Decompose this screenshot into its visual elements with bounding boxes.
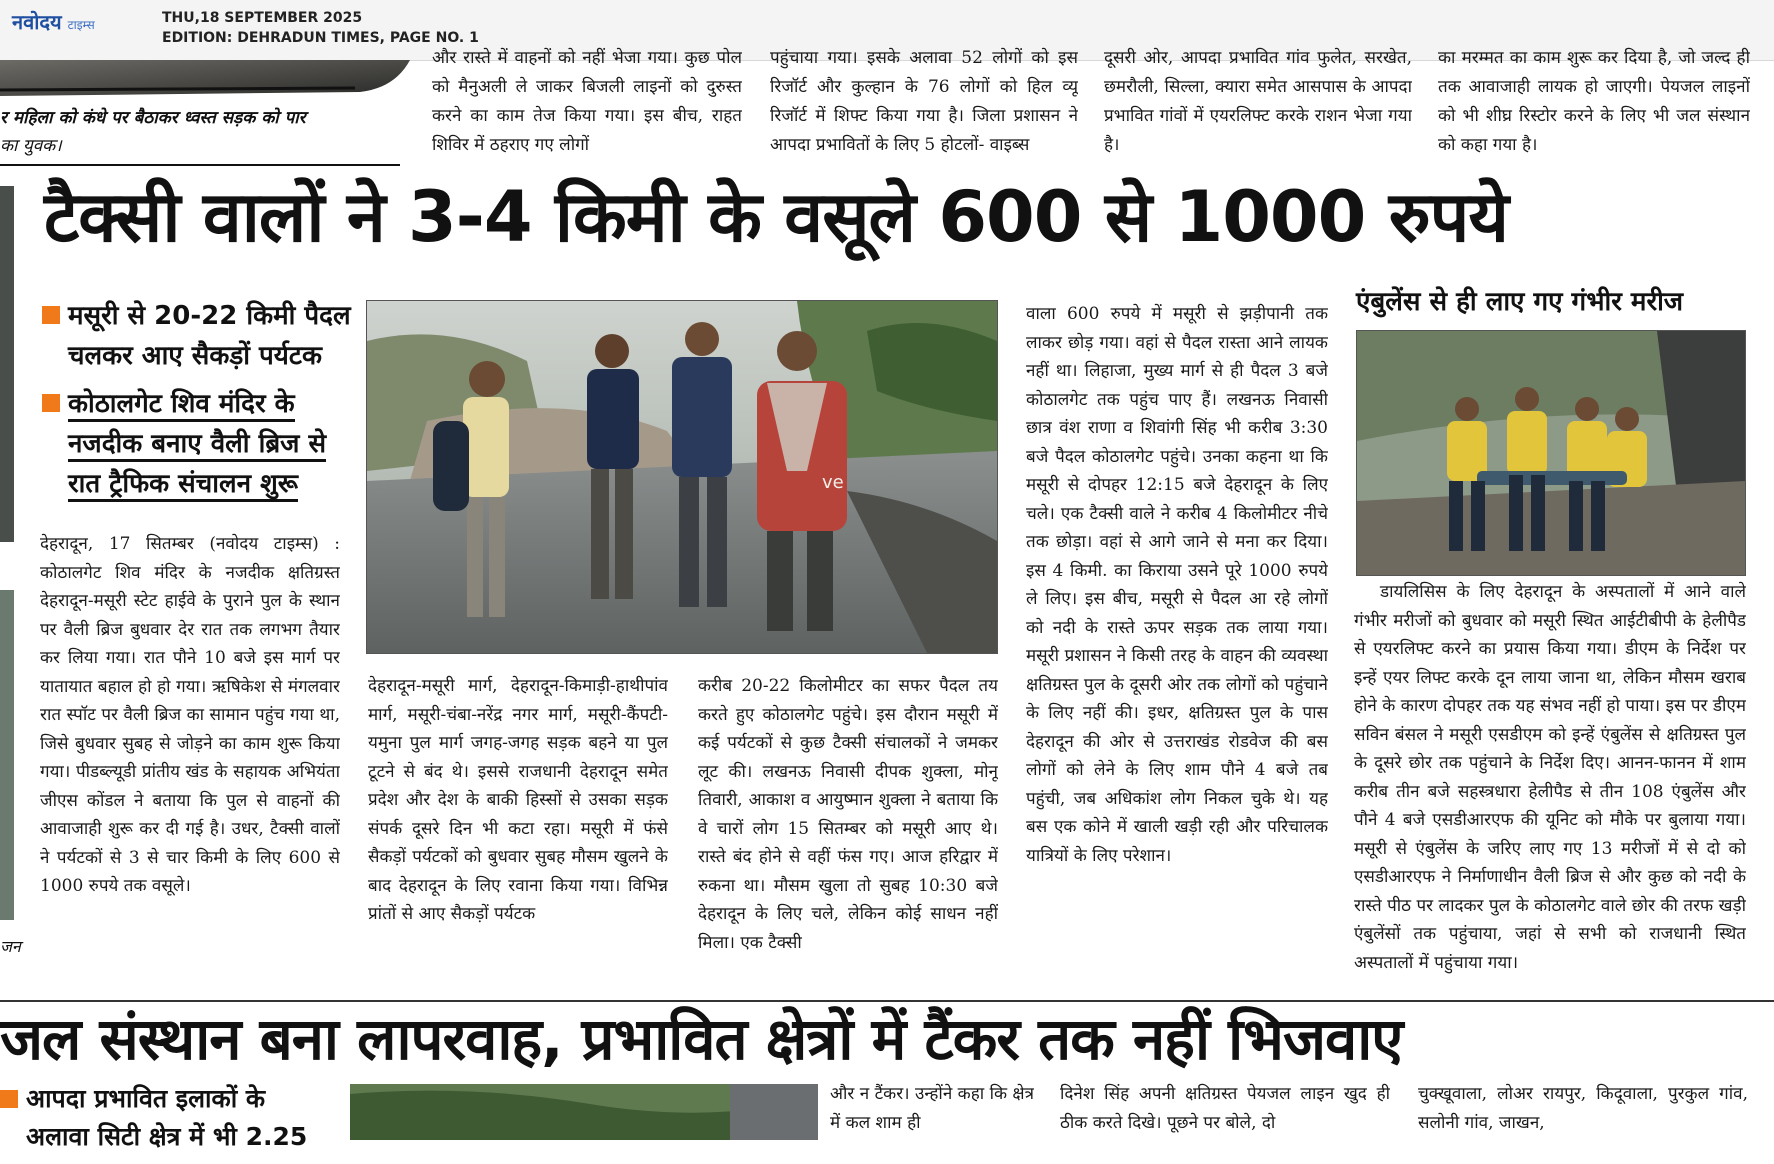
main-column-1: देहरादून, 17 सितम्बर (नवोदय टाइम्स) : कोठालगेट शिव मंदिर के नजदीक क्षतिग्रस्त देहरादून-मसूरी स्टेट हाईवे के पुराने पुल के स्थान पर वैली ब्रिज बुधवार देर रात तक लगभग तैयार कर लिया गया। रात पौने 10 बजे इस मार्ग पर यातायात बहाल हो हो गया। ऋषिकेश से मंगलवार रात स्पॉट पर वैली ब्रिज का सामान पहुंच गया था, जिसे बुधवार सुबह से जोड़ने का काम शुरू किया गया। पीडब्ल्यूडी प्रांतीय खंड के सहायक अभियंता जीएस कोंडल ने बताया कि पुल से वाहनों की आवाजाही शुरू कर दी गई है। उधर, टैक्सी वालों ने पर्यटकों से 3 से चार किमी के लिए 600 से 1000 रुपये तक वसूले।: [40, 534, 340, 896]
top-caption-line1: र महिला को कंधे पर बैठाकर ध्वस्त सड़क को पार: [0, 108, 306, 128]
top-column-2: पहुंचाया गया। इसके अलावा 52 लोगों को इस रिजॉर्ट और कुल्हान के 76 लोगों को हिल व्यू रिजॉर्ट में शिफ्ट किया गया है। जिला प्रशासन ने आपदा प्रभावितों के लिए 5 होटलों- वाइब्स: [770, 48, 1078, 155]
main-bullets: [42, 296, 352, 512]
logo-main: नवोदय: [12, 10, 62, 34]
edition-date: THU,18 SEPTEMBER 2025: [162, 10, 363, 26]
bullet-2: [42, 384, 352, 504]
rule-top-left: [0, 164, 400, 166]
bottom-bullet-text: आपदा प्रभावित इलाकों के अलावा सिटी क्षेत्र में भी 2.25: [26, 1084, 308, 1151]
main-headline: टैक्सी वालों ने 3-4 किमी के वसूले 600 से 1000 रुपये: [44, 176, 1508, 258]
main-photo[interactable]: [366, 300, 998, 654]
bottom-column-2: दिनेश सिंह अपनी क्षतिग्रस्त पेयजल लाइन खुद ही ठीक करते दिखे। पूछने पर बोले, दो: [1060, 1084, 1390, 1133]
top-column-4: का मरम्मत का काम शुरू कर दिया है, जो जल्द ही तक आवाजाही लायक हो जाएगी। पेयजल लाइनों को भी शीघ्र रिस्टोर करने के लिए भी जल संस्थान को कहा गया है।: [1438, 48, 1750, 155]
side-headline: एंबुलेंस से ही लाए गए गंभीर मरीज: [1356, 287, 1684, 317]
bottom-photo[interactable]: [350, 1084, 818, 1140]
bottom-bullet-1: [0, 1080, 330, 1156]
top-photo-caption: [0, 104, 410, 160]
side-photo-illustration: [1357, 331, 1745, 575]
bottom-column-1: और न टैंकर। उन्होंने कहा कि क्षेत्र में कल शाम ही: [830, 1084, 1034, 1133]
left-edge-photo-2: [0, 590, 14, 920]
top-photo-remnant: [0, 60, 420, 98]
main-column-4: वाला 600 रुपये में मसूरी से झड़ीपानी तक लाकर छोड़ गया। वहां से पैदल रास्ता आने लायक नहीं था। लिहाजा, मुख्य मार्ग से ही पैदल 3 बजे कोठालगेट तक पहुंच पाए हैं। लखनऊ निवासी छात्र वंश राणा व शिवांगी सिंह भी करीब 3:30 बजे पैदल कोठालगेट पहुंचे। उनका कहना था कि मसूरी से दोपहर 12:15 बजे देहरादून के लिए चले। एक टैक्सी वाले ने करीब 4 किलोमीटर नीचे तक छोड़ा। वहां से आगे जाने से मना कर दिया। इस 4 किमी. का किराया उसने पूरे 1000 रुपये ले लिए। इस बीच, मसूरी से पैदल आ रहे लोगों को नदी के रास्ते ऊपर सड़क तक लाया गया। मसूरी प्रशासन ने किसी तरह के वाहन की व्यवस्था क्षतिग्रस्त पुल के दूसरी ओर तक लोगों को पहुंचाने के लिए नहीं की। इधर, क्षतिग्रस्त पुल के पास देहरादून की ओर से उत्तराखंड रोडवेज की बस लोगों को लेने के लिए शाम पौने 4 बजे तब पहुंची, जब अधिकांश लोग निकल चुके थे। यह बस एक कोने में खाली खड़ी रही और परिचालक यात्रियों के लिए परेशान।: [1026, 304, 1328, 866]
bullet-square-icon: [42, 394, 60, 412]
newspaper-logo[interactable]: [12, 8, 95, 35]
main-photo-illustration: [367, 301, 997, 653]
bottom-bullets: [0, 1080, 330, 1164]
side-photo[interactable]: [1356, 330, 1746, 576]
bullet-1: [42, 296, 352, 376]
top-caption-line2: का युवक।: [0, 136, 62, 156]
main-column-2: देहरादून-मसूरी मार्ग, देहरादून-किमाड़ी-हाथीपांव मार्ग, मसूरी-चंबा-नरेंद्र नगर मार्ग, मसूरी-कैंपटी-यमुना पुल मार्ग जगह-जगह सड़क बहने या पुल टूटने से बंद थे। इससे राजधानी देहरादून समेत प्रदेश और देश के बाकी हिस्सों से उसका सड़क संपर्क दूसरे दिन भी कटा रहा। मसूरी में फंसे सैकड़ों पर्यटकों को बुधवार सुबह मौसम खुलने के बाद देहरादून के लिए रवाना किया गया। विभिन्न प्रांतों से आए सैकड़ों पर्यटक: [368, 676, 668, 924]
top-column-3: दूसरी ओर, आपदा प्रभावित गांव फुलेत, सरखेत, छमरौली, सिल्ला, क्यारा समेत आसपास के आपदा प्रभावित गांवों में एयरलिफ्ट करके राशन भेजा गया है।: [1104, 48, 1412, 155]
left-edge-photo: [0, 186, 14, 542]
bullet-square-icon: [42, 306, 60, 324]
main-column-3: करीब 20-22 किलोमीटर का सफर पैदल तय करते हुए कोठालगेट पहुंचे। इस दौरान मसूरी में कई पर्यटकों से कुछ टैक्सी संचालकों ने जमकर लूट की। लखनऊ निवासी दीपक शुक्ला, मोनू तिवारी, आकाश व आयुष्मान शुक्ला ने बताया कि वे चारों लोग 15 सितम्बर को मसूरी आए थे। रास्ते बंद होने से वहीं फंस गए। आज हरिद्वार में रुकना था। मौसम खुला तो सुबह 10:30 बजे देहरादून के लिए चले, लेकिन कोई साधन नहीं मिला। एक टैक्सी: [698, 676, 998, 953]
side-story-text: डायलिसिस के लिए देहरादून के अस्पतालों में आने वाले गंभीर मरीजों को बुधवार को मसूरी स्थित आईटीबीपी के हेलीपैड से एयरलिफ्ट करने का प्रयास किया गया। डीएम के निर्देश पर इन्हें एयर लिफ्ट करके दून लाया जाना था, लेकिन मौसम खराब होने के कारण दोपहर तक यह संभव नहीं हो पाया। इस पर डीएम सविन बंसल ने मसूरी एसडीएम को इन्हें एंबुलेंस से क्षतिग्रस्त पुल के दूसरे छोर तक पहुंचाने के निर्देश दिए। आनन-फानन में शाम करीब तीन बजे सहस्त्रधारा हेलीपैड से तीन 108 एंबुलेंस और पौने 4 बजे एसडीआरएफ की यूनिट को मौके पर बुलाया गया। मसूरी से एंबुलेंस के जरिए लाए गए 13 मरीजों में से दो को एसडीआरएफ ने निर्माणाधीन वैली ब्रिज से और कुछ को नदी के रास्ते पीठ पर लादकर पुल के कोठालगेट वाले छोर की तरफ खड़ी एंबुलेंसों तक पहुंचाया, जहां से सभी को राजधानी स्थित अस्पतालों में पहुंचाया गया।: [1354, 582, 1746, 973]
bottom-column-3: चुक्खूवाला, लोअर रायपुर, किदूवाला, पुरकुल गांव, सलोनी गांव, जाखन,: [1418, 1084, 1748, 1133]
bullet-2-text: कोठालगेट शिव मंदिर के नजदीक बनाए वैली ब्रिज से रात ट्रैफिक संचालन शुरू: [68, 389, 326, 502]
shirt-print: ve: [822, 472, 844, 493]
bullet-square-icon: [0, 1090, 18, 1108]
bullet-1-text: मसूरी से 20-22 किमी पैदल चलकर आए सैकड़ों पर्यटक: [68, 301, 351, 371]
left-edge-word: जन: [0, 937, 21, 956]
top-column-1: और रास्ते में वाहनों को नहीं भेजा गया। कुछ पोल को मैनुअली ले जाकर बिजली लाइनों को दुरुस्त करने का काम तेज किया गया। इस बीच, राहत शिविर में ठहराए गए लोगों: [432, 48, 742, 155]
edition-name: EDITION: DEHRADUN TIMES, PAGE NO. 1: [162, 30, 479, 46]
bottom-headline: जल संस्थान बना लापरवाह, प्रभावित क्षेत्रों में टैंकर तक नहीं भिजवाए: [0, 1005, 1403, 1073]
logo-sub: टाइम्स: [67, 18, 95, 32]
